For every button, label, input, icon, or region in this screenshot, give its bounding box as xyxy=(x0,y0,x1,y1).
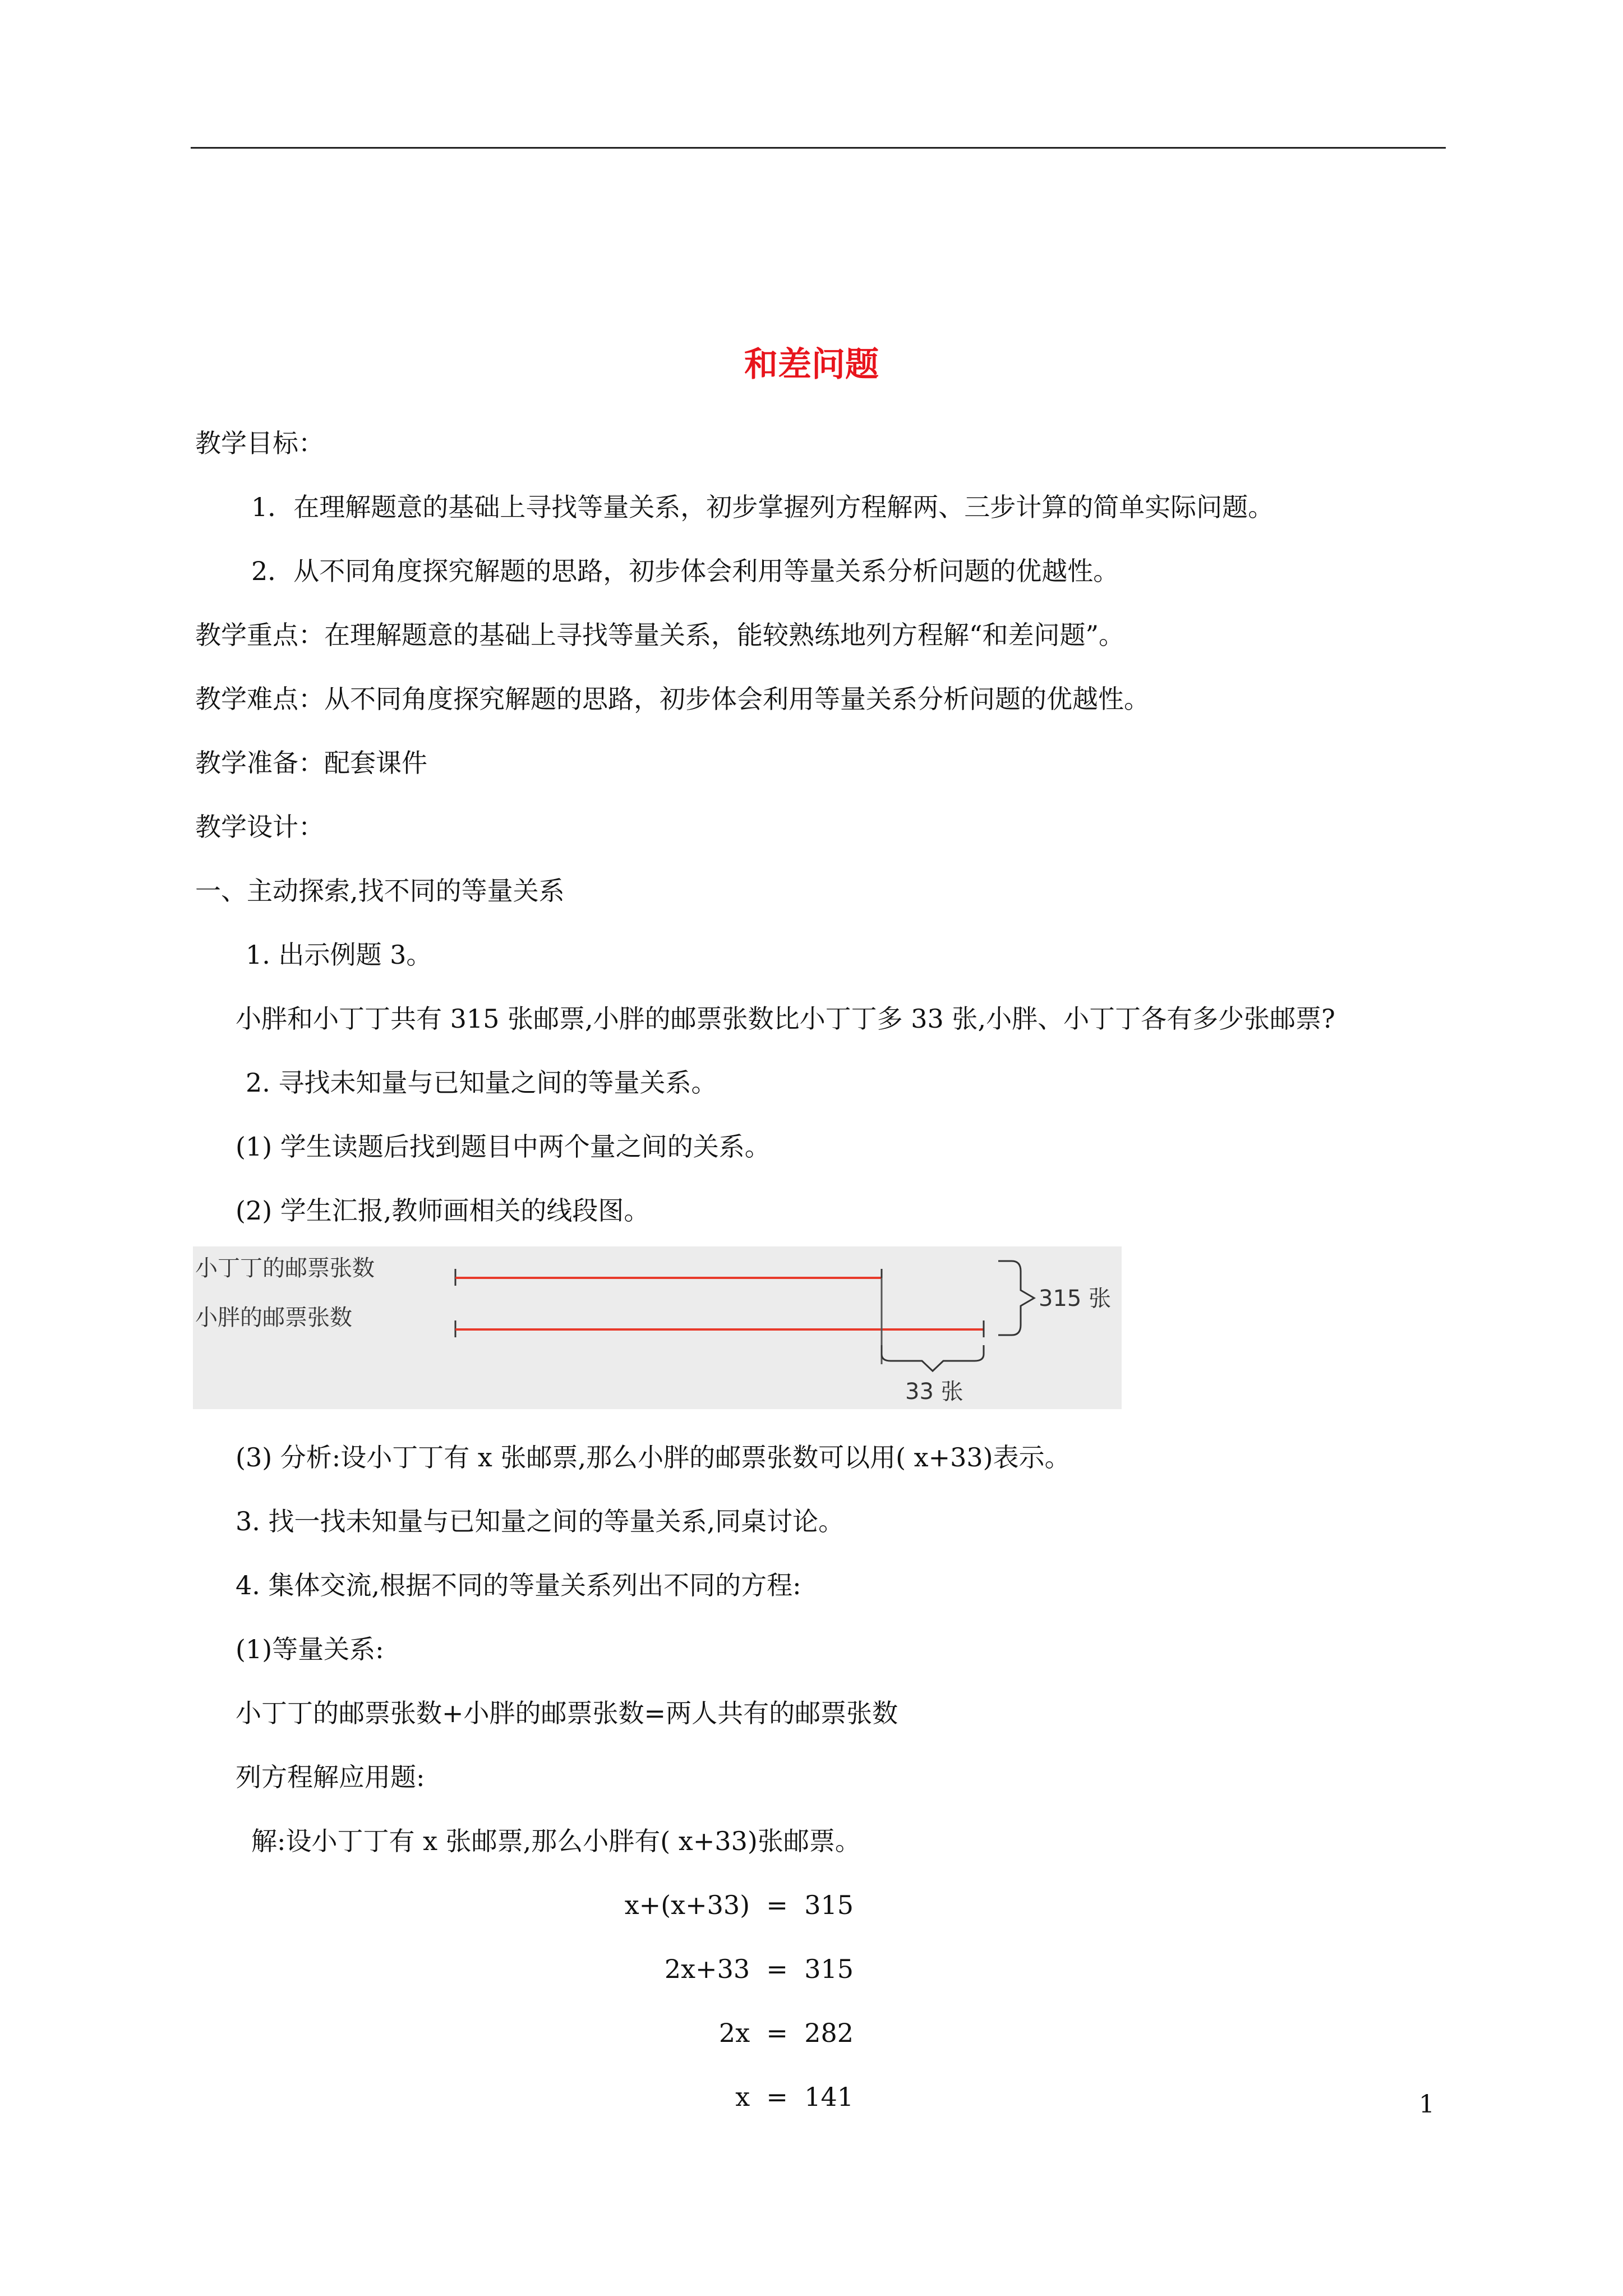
equation-equals: = xyxy=(758,1890,796,1920)
equation-left: 2x xyxy=(718,2018,750,2048)
design-heading: 教学设计： xyxy=(195,812,324,842)
step-3: 3. 找一找未知量与已知量之间的等量关系,同桌讨论。 xyxy=(236,1506,845,1536)
preparation: 教学准备：配套课件 xyxy=(195,748,427,778)
difficulty: 教学难点：从不同角度探究解题的思路，初步体会利用等量关系分析问题的优越性。 xyxy=(195,684,1150,714)
solution-intro: 解:设小丁丁有 x 张邮票,那么小胖有( x+33)张邮票。 xyxy=(251,1826,861,1856)
line-segment-diagram xyxy=(193,1246,1122,1409)
equation-row xyxy=(625,1888,854,1922)
relation-heading: (1)等量关系: xyxy=(236,1634,384,1664)
step-1: 1. 出示例题 3。 xyxy=(246,940,432,970)
diagram-label-bottom: 小胖的邮票张数 xyxy=(195,1305,352,1331)
step-2: 2. 寻找未知量与已知量之间的等量关系。 xyxy=(246,1068,717,1098)
objective-item-1: 1．在理解题意的基础上寻找等量关系，初步掌握列方程解两、三步计算的简单实际问题。 xyxy=(251,492,1274,522)
page-title: 和差问题 xyxy=(744,345,879,384)
equation-right: 141 xyxy=(804,2082,854,2112)
sub-step-1: (1) 学生读题后找到题目中两个量之间的关系。 xyxy=(236,1131,771,1162)
equation-right: 282 xyxy=(804,2018,854,2048)
equation-equals: = xyxy=(758,2018,796,2048)
equation-row xyxy=(665,1952,854,1986)
difference-label: 33 张 xyxy=(905,1379,963,1405)
method-text: 列方程解应用题: xyxy=(236,1762,425,1792)
section1-heading: 一、主动探索,找不同的等量关系 xyxy=(195,876,565,906)
equation-left: x xyxy=(735,2082,750,2112)
equation-equals: = xyxy=(758,1954,796,1984)
page-number: 1 xyxy=(1419,2090,1435,2119)
total-label: 315 张 xyxy=(1039,1286,1112,1312)
header-rule xyxy=(191,147,1446,149)
equation-left: 2x+33 xyxy=(664,1954,750,1984)
objectives-heading: 教学目标： xyxy=(195,428,324,458)
equation-equals: = xyxy=(758,2082,796,2112)
equation-right: 315 xyxy=(804,1954,854,1984)
sub-step-2: (2) 学生汇报,教师画相关的线段图。 xyxy=(236,1195,650,1226)
equation-row xyxy=(735,2080,854,2114)
key-point: 教学重点：在理解题意的基础上寻找等量关系，能较熟练地列方程解“和差问题”。 xyxy=(195,620,1125,650)
step-4: 4. 集体交流,根据不同的等量关系列出不同的方程: xyxy=(236,1570,801,1600)
equation-right: 315 xyxy=(804,1890,854,1920)
equation-row xyxy=(719,2016,854,2050)
relation-text: 小丁丁的邮票张数+小胖的邮票张数=两人共有的邮票张数 xyxy=(236,1698,898,1728)
equation-left: x+(x+33) xyxy=(624,1890,750,1920)
diagram-label-top: 小丁丁的邮票张数 xyxy=(195,1255,375,1281)
sub-step-3: (3) 分析:设小丁丁有 x 张邮票,那么小胖的邮票张数可以用( x+33)表示。 xyxy=(236,1442,1071,1473)
objective-item-2: 2．从不同角度探究解题的思路，初步体会利用等量关系分析问题的优越性。 xyxy=(251,556,1119,586)
problem-text: 小胖和小丁丁共有 315 张邮票,小胖的邮票张数比小丁丁多 33 张,小胖、小丁丁各有多少张邮票? xyxy=(236,1004,1335,1034)
